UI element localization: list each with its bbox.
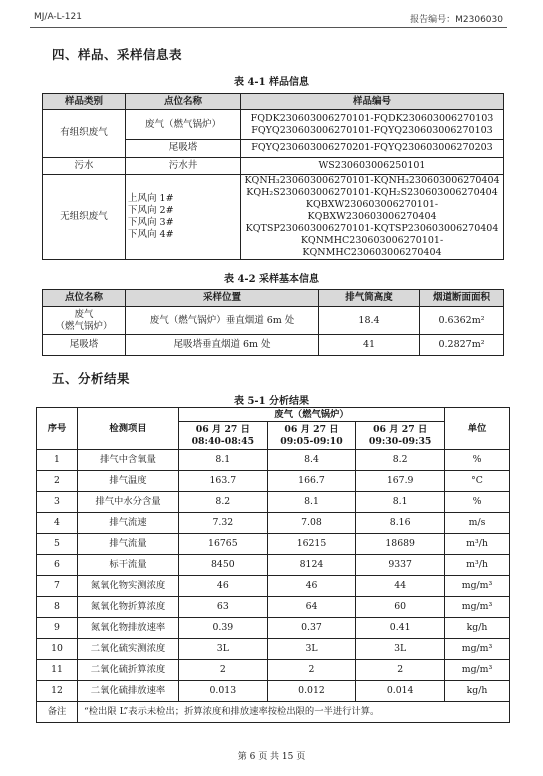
section-4-title: 四、样品、采样信息表: [52, 47, 183, 62]
col-header: 烟道断面面积: [420, 290, 504, 307]
sample-info-table: [42, 93, 504, 260]
point-name: 污水井: [126, 157, 241, 175]
result-value: 7.08: [267, 513, 356, 534]
result-value: 8.1: [356, 492, 445, 513]
result-value: 3L: [356, 639, 445, 660]
unit: mg/m³: [445, 639, 510, 660]
result-value: 9337: [356, 555, 445, 576]
row-number: 2: [37, 471, 78, 492]
sample-codes: WS230603006250101: [241, 157, 504, 175]
table-row: [43, 110, 504, 140]
unit: mg/m³: [445, 660, 510, 681]
sampling-location: 废气（燃气锅炉）垂直烟道 6m 处: [126, 307, 319, 335]
test-item: 氮氧化物排放速率: [78, 618, 179, 639]
test-item: 排气中水分含量: [78, 492, 179, 513]
table-4-1-caption: 表 4-1 样品信息: [233, 77, 310, 88]
table-row: [43, 335, 504, 356]
table-4-2-caption: 表 4-2 采样基本信息: [223, 274, 320, 285]
result-value: 8124: [267, 555, 356, 576]
test-item: 排气温度: [78, 471, 179, 492]
time-header: 06 月 27 日 09:30-09:35: [356, 422, 445, 450]
result-value: 2: [179, 660, 268, 681]
time-header: 06 月 27 日 08:40-08:45: [179, 422, 268, 450]
unit: %: [445, 492, 510, 513]
test-item: 标干流量: [78, 555, 179, 576]
table-5-1-caption: 表 5-1 分析结果: [233, 396, 310, 407]
unit: mg/m³: [445, 597, 510, 618]
test-item: 排气流量: [78, 534, 179, 555]
flue-area: 0.2827m²: [420, 335, 504, 356]
point-name: 尾吸塔: [43, 335, 126, 356]
row-number: 9: [37, 618, 78, 639]
point-name: 废气（燃气锅炉）: [126, 110, 241, 140]
sampling-basic-table: [42, 289, 504, 356]
unit: %: [445, 450, 510, 471]
unit: m/s: [445, 513, 510, 534]
table-row: [37, 681, 510, 702]
header-rule: [30, 27, 507, 28]
row-number: 3: [37, 492, 78, 513]
col-header: 采样位置: [126, 290, 319, 307]
table-row: [37, 639, 510, 660]
point-name: 尾吸塔: [126, 140, 241, 158]
row-number: 7: [37, 576, 78, 597]
result-value: 167.9: [356, 471, 445, 492]
point-name: 上风向 1# 下风向 2# 下风向 3# 下风向 4#: [126, 175, 241, 260]
test-item: 氮氧化物实测浓度: [78, 576, 179, 597]
unit: °C: [445, 471, 510, 492]
flue-area: 0.6362m²: [420, 307, 504, 335]
note-row: [37, 702, 510, 723]
table-row: [37, 618, 510, 639]
result-value: 0.012: [267, 681, 356, 702]
sampling-location: 尾吸塔垂直烟道 6m 处: [126, 335, 319, 356]
result-value: 0.41: [356, 618, 445, 639]
col-header: 排气筒高度: [319, 290, 420, 307]
result-value: 163.7: [179, 471, 268, 492]
sample-category: 无组织废气: [43, 175, 126, 260]
result-value: 7.32: [179, 513, 268, 534]
sample-codes: KQNH₃230603006270101-KQNH₃230603006270404 KQH₂S230603006270101-KQH₂S230603006270404 KQBXW230603006270101-KQBXW230603006270404 KQTSP230603006270101-KQTSP230603006270404 KQNMHC230603006270101-KQNMHC230603006270404: [241, 175, 504, 260]
table-row: [37, 555, 510, 576]
unit: kg/h: [445, 618, 510, 639]
result-value: 16765: [179, 534, 268, 555]
result-value: 0.014: [356, 681, 445, 702]
test-item: 二氧化硫折算浓度: [78, 660, 179, 681]
sample-codes: FQYQ230603006270201-FQYQ230603006270203: [241, 140, 504, 158]
row-number: 5: [37, 534, 78, 555]
table-row: [37, 660, 510, 681]
col-unit: 单位: [445, 408, 510, 450]
result-value: 60: [356, 597, 445, 618]
unit: kg/h: [445, 681, 510, 702]
result-value: 0.39: [179, 618, 268, 639]
stack-height: 18.4: [319, 307, 420, 335]
table-row: [37, 597, 510, 618]
test-item: 排气流速: [78, 513, 179, 534]
col-item: 检测项目: [78, 408, 179, 450]
result-value: 3L: [267, 639, 356, 660]
col-header: 点位名称: [43, 290, 126, 307]
result-value: 8.2: [356, 450, 445, 471]
col-seq: 序号: [37, 408, 78, 450]
result-value: 63: [179, 597, 268, 618]
table-row: [43, 157, 504, 175]
result-value: 16215: [267, 534, 356, 555]
test-item: 二氧化硫排放速率: [78, 681, 179, 702]
col-header: 样品编号: [241, 94, 504, 110]
time-header: 06 月 27 日 09:05-09:10: [267, 422, 356, 450]
point-name: 废气 （燃气锅炉）: [43, 307, 126, 335]
table-row: [37, 513, 510, 534]
row-number: 10: [37, 639, 78, 660]
test-item: 排气中含氧量: [78, 450, 179, 471]
table-row: [37, 534, 510, 555]
table-row: [43, 307, 504, 335]
col-header: 样品类别: [43, 94, 126, 110]
result-value: 0.37: [267, 618, 356, 639]
unit: m³/h: [445, 555, 510, 576]
unit: m³/h: [445, 534, 510, 555]
unit: mg/m³: [445, 576, 510, 597]
doc-code: MJ/A-L-121: [34, 12, 82, 22]
result-value: 18689: [356, 534, 445, 555]
test-item: 二氧化硫实测浓度: [78, 639, 179, 660]
table-row: [43, 175, 504, 260]
table-row: [37, 576, 510, 597]
analysis-results-table: [36, 407, 510, 723]
section-5-title: 五、分析结果: [52, 371, 131, 386]
result-value: 8.1: [179, 450, 268, 471]
test-item: 氮氧化物折算浓度: [78, 597, 179, 618]
row-number: 4: [37, 513, 78, 534]
result-value: 3L: [179, 639, 268, 660]
stack-height: 41: [319, 335, 420, 356]
note-label: 备注: [37, 702, 78, 723]
row-number: 11: [37, 660, 78, 681]
result-value: 2: [267, 660, 356, 681]
sample-category: 污水: [43, 157, 126, 175]
row-number: 1: [37, 450, 78, 471]
report-number: 报告编号：M2306030: [410, 15, 503, 25]
result-value: 2: [356, 660, 445, 681]
table-row: [37, 471, 510, 492]
table-row: [37, 492, 510, 513]
result-value: 8.2: [179, 492, 268, 513]
result-value: 8.16: [356, 513, 445, 534]
row-number: 8: [37, 597, 78, 618]
col-header: 点位名称: [126, 94, 241, 110]
page-footer: 第 6 页 共 15 页: [237, 752, 306, 762]
sample-category: 有组织废气: [43, 110, 126, 158]
result-value: 166.7: [267, 471, 356, 492]
sample-codes: FQDK230603006270101-FQDK230603006270103 FQYQ230603006270101-FQYQ230603006270103: [241, 110, 504, 140]
note-text: “检出限 L”表示未检出；折算浓度和排放速率按检出限的一半进行计算。: [78, 702, 510, 723]
result-value: 8450: [179, 555, 268, 576]
result-value: 46: [179, 576, 268, 597]
group-header: 废气（燃气锅炉）: [179, 408, 445, 422]
table-row: [37, 450, 510, 471]
result-value: 46: [267, 576, 356, 597]
result-value: 8.4: [267, 450, 356, 471]
row-number: 12: [37, 681, 78, 702]
result-value: 8.1: [267, 492, 356, 513]
row-number: 6: [37, 555, 78, 576]
result-value: 64: [267, 597, 356, 618]
result-value: 44: [356, 576, 445, 597]
result-value: 0.013: [179, 681, 268, 702]
